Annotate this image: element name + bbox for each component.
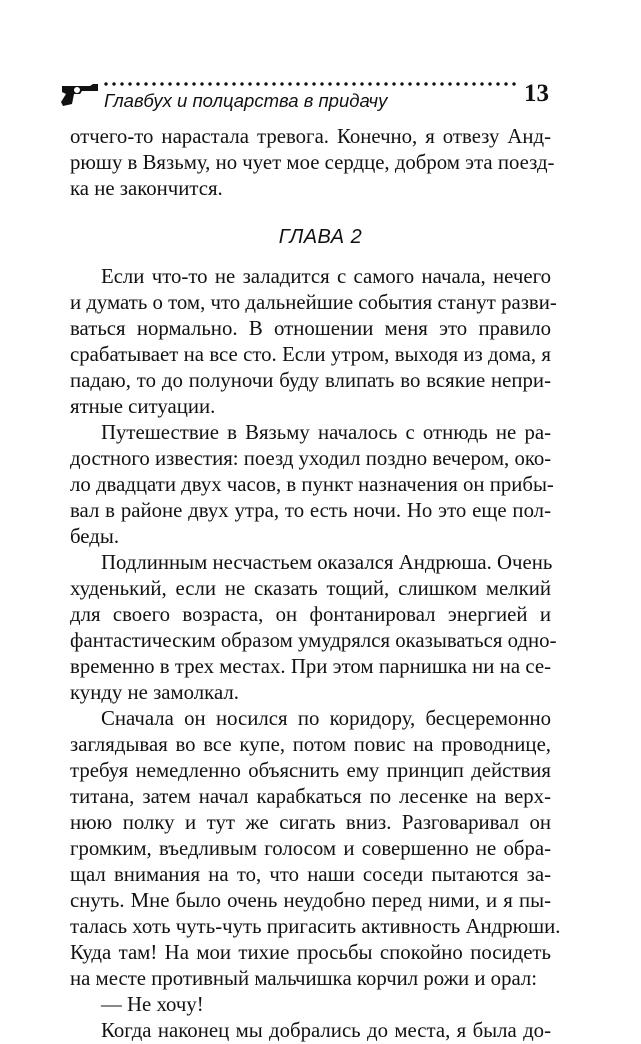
text-line: ка не закончится. (70, 177, 223, 200)
text-line: снуть. Мне было очень неудобно перед ними, и я пы- (70, 889, 551, 912)
chapter-body (70, 264, 561, 1044)
text-line: — Не хочу! (101, 993, 204, 1016)
text-line: вал в районе двух утра, то есть ночи. Но это еще пол- (70, 499, 551, 522)
running-title: Главбух и полцарства в придачу (104, 90, 388, 111)
text-line: и думать о том, что дальнейшие события станут разви- (70, 291, 557, 314)
text-line: титана, затем начал карабкаться по лесенке на верх- (70, 785, 551, 808)
text-line: заглядывая во все купе, потом повис на проводнице, (70, 733, 551, 756)
text-line: Если что-то не заладится с самого начала, нечего (101, 265, 551, 288)
text-line: щал внимания на то, что наши соседи пытаются за- (70, 863, 551, 886)
page-number: 13 (524, 80, 549, 107)
text-line: кунду не замолкал. (70, 681, 239, 704)
text-line: Подлинным несчастьем оказался Андрюша. Очень (101, 551, 553, 574)
text-line: достного известия: поезд уходил поздно вечером, око- (70, 447, 552, 470)
chapter-heading: ГЛАВА 2 (278, 226, 363, 248)
text-line: падаю, то до полуночи буду влипать во всякие непри- (70, 369, 551, 392)
text-line: нюю полку и тут же сигать вниз. Разговаривал он (70, 811, 551, 834)
text-line: рюшу в Вязьму, но чует мое сердце, добром эта поезд- (70, 151, 555, 174)
text-line: беды. (70, 525, 120, 548)
text-line: Куда там! На мои тихие просьбы спокойно посидеть (70, 941, 551, 964)
text-line: требуя немедленно объяснить ему принцип действия (70, 759, 551, 782)
text-line: ятные ситуации. (70, 395, 216, 418)
text-line: отчего-то нарастала тревога. Конечно, я отвезу Анд- (70, 125, 551, 148)
revolver-icon (60, 82, 100, 108)
text-line: на месте противный мальчишка корчил рожи и орал: (70, 967, 538, 990)
intro-paragraph (70, 124, 555, 202)
text-line: Когда наконец мы добрались до места, я была до- (101, 1019, 551, 1042)
text-line: временно в трех местах. При этом парнишка ни на се- (70, 655, 551, 678)
text-line: ваться нормально. В отношении меня это правило (70, 317, 551, 340)
text-line: ло двадцати двух часов, в пункт назначения он прибы- (70, 473, 554, 496)
text-line: худенький, если не сказать тощий, слишком мелкий (70, 577, 551, 600)
text-line: для своего возраста, он фонтанировал энергией и (70, 603, 551, 626)
text-line: громким, въедливым голосом и совершенно не обра- (70, 837, 551, 860)
running-header (60, 78, 550, 118)
text-line: талась хоть чуть-чуть пригасить активность Андрюши. (70, 915, 561, 938)
text-line: Путешествие в Вязьму началось с отнюдь не ра- (101, 421, 551, 444)
text-line: фантастическим образом умудрялся оказываться одно- (70, 629, 557, 652)
text-line: Сначала он носился по коридору, бесцеремонно (101, 707, 551, 730)
text-line: срабатывает на все сто. Если утром, выходя из дома, я (70, 343, 551, 366)
header-dotted-rule (102, 78, 520, 90)
